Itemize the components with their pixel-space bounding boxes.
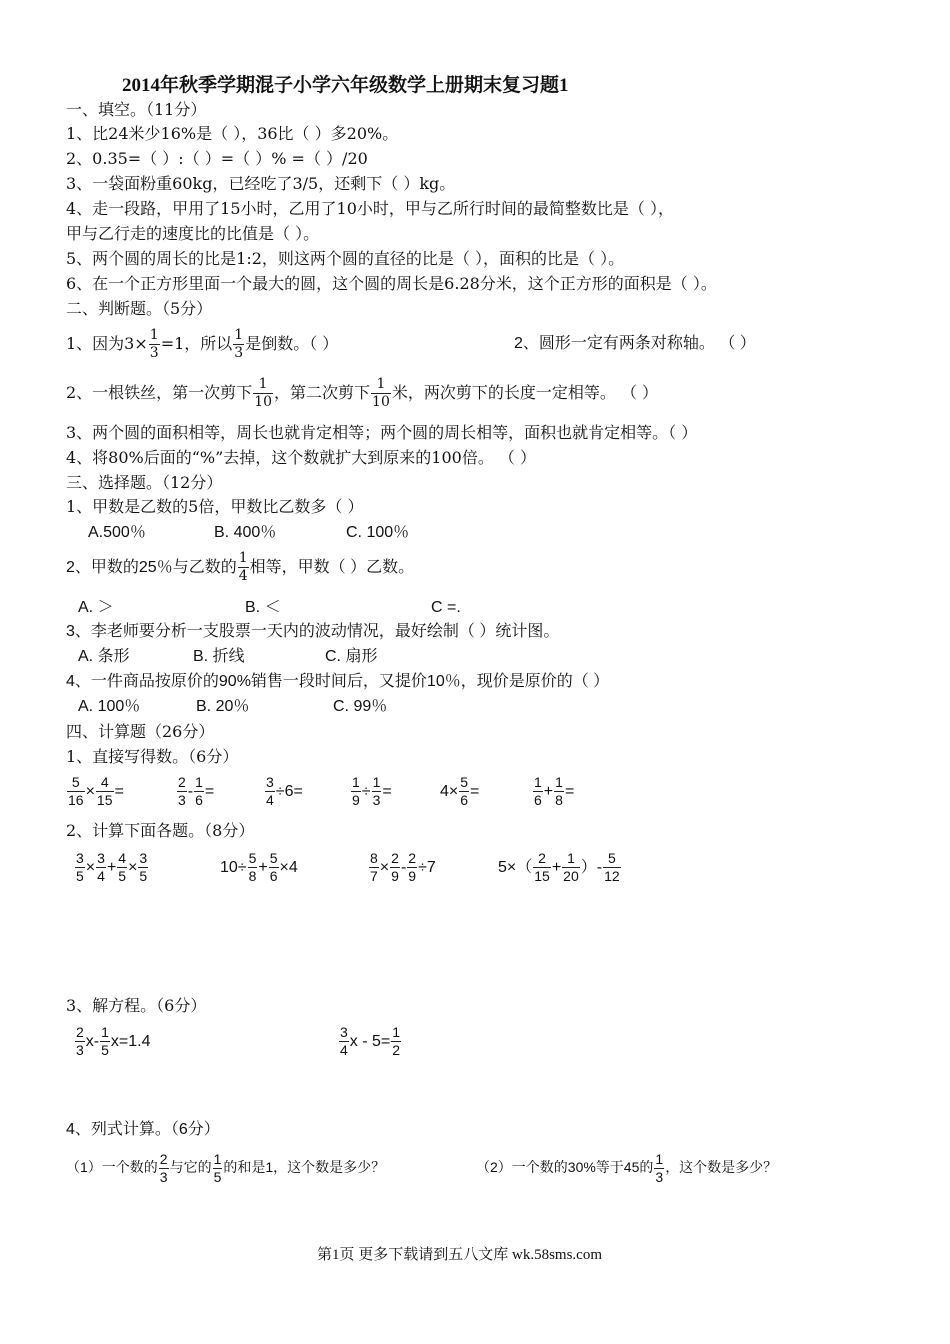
fraction: $\frac{2}{9}$ — [391, 850, 399, 885]
word-problem-1: （1）一个数的 $\frac{2}{3}$ 与它的 $\frac{1}{5}$ 的和是1，这个数是多少？ — [66, 1150, 386, 1185]
fraction: $\frac{3}{5}$ — [76, 850, 84, 885]
fraction: $\frac{1}{5}$ — [101, 1024, 109, 1059]
choice-q1-opt-c: C. 100％ — [346, 524, 410, 541]
page-footer: 第1页 更多下载请到五八文库 wk.58sms.com — [317, 1247, 603, 1263]
choice-q3: 3、李老师要分析一支股票一天内的波动情况，最好绘制（ ）统计图。 — [66, 623, 560, 640]
fraction: $\frac{1}{20}$ — [563, 850, 579, 885]
choice-q2-text-b: 相等，甲数（ ）乙数。 — [249, 559, 415, 576]
choice-q2-text-a: 2、甲数的25％与乙数的 — [66, 559, 237, 576]
section-2-header: 二、判断题。（5分） — [66, 299, 213, 318]
calc-compound-4: 5×（ $\frac{2}{15}$ + $\frac{1}{20}$ ）- $\frac{5}{12}$ — [498, 850, 620, 885]
judge-q2-text-a: 2、一根铁丝，第一次剪下 — [66, 383, 253, 402]
fraction: $\frac{4}{15}$ — [96, 774, 113, 809]
fraction: $\frac{1}{4}$ — [238, 550, 248, 585]
judge-q2-text-c: 米，两次剪下的长度一定相等。 （ ） — [391, 383, 659, 402]
fraction: $\frac{1}{10}$ — [372, 376, 390, 410]
choice-q2-opt-a: A. ＞ — [78, 599, 114, 616]
fraction: $\frac{1}{3}$ — [372, 774, 381, 809]
judge-q1-text-c: 是倒数。（ ） — [245, 334, 339, 353]
fraction: $\frac{5}{16}$ — [68, 774, 84, 809]
fraction: $\frac{1}{2}$ — [392, 1024, 401, 1059]
choice-q4-opt-a: A. 100％ — [78, 698, 141, 715]
calc-compound-1: $\frac{3}{5}$ × $\frac{3}{4}$ + $\frac{4}{5}$ × $\frac{3}{5}$ — [76, 850, 148, 885]
calc-expr-2: $\frac{2}{3}$ - $\frac{1}{6}$ = — [178, 774, 215, 809]
calc-part-4: 4、列式计算。（6分） — [66, 1121, 220, 1138]
fraction: $\frac{1}{6}$ — [195, 774, 203, 809]
fraction: $\frac{2}{3}$ — [76, 1024, 84, 1059]
fraction: $\frac{1}{9}$ — [352, 774, 360, 809]
calc-part-3: 3、解方程。（6分） — [66, 996, 207, 1015]
choice-q4-opt-b: B. 20％ — [196, 698, 250, 715]
choice-q1-opt-a: A.500％ — [88, 524, 146, 541]
choice-q4: 4、一件商品按原价的90%销售一段时间后，又提价10％，现价是原价的（ ） — [66, 673, 610, 690]
fill-q2: 2、0.35=（ ）:（ ）=（ ）% =（ ）/20 — [66, 149, 368, 168]
choice-q3-opt-a: A. 条形 — [78, 648, 130, 665]
choice-q1: 1、甲数是乙数的5倍，甲数比乙数多（ ） — [66, 497, 364, 516]
page-title: 2014年秋季学期混子小学六年级数学上册期末复习题1 — [122, 75, 569, 96]
fill-q4b: 甲与乙行走的速度比的比值是（ ）。 — [66, 224, 320, 243]
fraction: $\frac{5}{6}$ — [269, 850, 278, 885]
fraction: $\frac{4}{5}$ — [118, 850, 127, 885]
fraction: $\frac{1}{6}$ — [534, 774, 542, 809]
calc-expr-4: $\frac{1}{9}$ ÷ $\frac{1}{3}$ = — [352, 774, 392, 809]
judge-q4: 4、将80%后面的“%”去掉，这个数就扩大到原来的100倍。 （ ） — [66, 448, 537, 467]
fill-q4a: 4、走一段路，甲用了15小时，乙用了10小时，甲与乙所行时间的最简整数比是（ ）， — [66, 199, 674, 218]
judge-q1-text-b: =1，所以 — [160, 334, 233, 353]
fraction: $\frac{1}{3}$ — [234, 327, 244, 361]
judge-q3: 3、两个圆的面积相等，周长也就肯定相等；两个圆的周长相等，面积也就肯定相等。（ ） — [66, 423, 698, 442]
section-1-header: 一、填空。（11分） — [66, 100, 207, 119]
choice-q4-opt-c: C. 99％ — [333, 698, 388, 715]
calc-compound-3: $\frac{8}{7}$ × $\frac{2}{9}$ - $\frac{2}{9}$ ÷7 — [370, 850, 436, 885]
judge-q2 — [66, 375, 658, 411]
judge-q1-text-a: 1、因为3× — [66, 334, 148, 353]
fill-q3: 3、一袋面粉重60kg，已经吃了3/5，还剩下（ ）kg。 — [66, 174, 456, 193]
fraction: $\frac{1}{10}$ — [254, 376, 273, 410]
calc-expr-3: $\frac{3}{4}$ ÷6= — [266, 774, 303, 809]
fraction: $\frac{2}{9}$ — [408, 850, 417, 885]
equation-2: $\frac{3}{4}$ x - 5= $\frac{1}{2}$ — [340, 1024, 401, 1059]
equation-1: $\frac{2}{3}$ x- $\frac{1}{5}$ x=1.4 — [76, 1024, 151, 1059]
word-problem-2: （2）一个数的30%等于45的 $\frac{1}{3}$ ，这个数是多少？ — [476, 1150, 778, 1185]
section-4-header: 四、计算题（26分） — [66, 722, 215, 741]
fraction: $\frac{5}{6}$ — [460, 774, 469, 809]
judge-q1 — [66, 326, 338, 362]
fraction: $\frac{1}{3}$ — [655, 1150, 664, 1185]
choice-q3-opt-b: B. 折线 — [193, 648, 245, 665]
section-3-header: 三、选择题。（12分） — [66, 473, 223, 492]
judge-q2-text-b: ，第二次剪下 — [274, 383, 371, 402]
choice-q1-opt-b: B. 400％ — [214, 524, 277, 541]
choice-q2-opt-b: B. ＜ — [245, 599, 281, 616]
judge-q2-circle: 2、圆形一定有两条对称轴。 （ ） — [514, 335, 756, 352]
choice-q2-opt-c: C =. — [431, 599, 461, 616]
calc-expr-1: $\frac{5}{16}$ × $\frac{4}{15}$ = — [68, 774, 124, 809]
fraction: $\frac{2}{15}$ — [534, 850, 550, 885]
fraction: $\frac{8}{7}$ — [370, 850, 378, 885]
fraction: $\frac{5}{12}$ — [604, 850, 620, 885]
fraction: $\frac{3}{4}$ — [340, 1024, 348, 1059]
fraction: $\frac{1}{8}$ — [555, 774, 563, 809]
calc-expr-6: $\frac{1}{6}$ + $\frac{1}{8}$ = — [534, 774, 575, 809]
fraction: $\frac{2}{3}$ — [178, 774, 186, 809]
calc-compound-2: 10÷ $\frac{5}{8}$ + $\frac{5}{6}$ ×4 — [220, 850, 298, 885]
calc-expr-5: 4× $\frac{5}{6}$ = — [440, 774, 480, 809]
fraction: $\frac{1}{5}$ — [213, 1150, 222, 1185]
fraction: $\frac{2}{3}$ — [159, 1150, 168, 1185]
fill-q5: 5、两个圆的周长的比是1:2，则这两个圆的直径的比是（ ），面积的比是（ ）。 — [66, 249, 625, 268]
calc-part-2: 2、计算下面各题。（8分） — [66, 821, 255, 840]
fraction: $\frac{1}{3}$ — [149, 327, 159, 361]
calc-part-1: 1、直接写得数。（6分） — [66, 747, 239, 766]
fraction: $\frac{3}{4}$ — [97, 850, 105, 885]
fill-q6: 6、在一个正方形里面一个最大的圆，这个圆的周长是6.28分米，这个正方形的面积是（ ）。 — [66, 274, 717, 293]
choice-q3-opt-c: C. 扇形 — [325, 648, 378, 665]
choice-q2 — [66, 550, 414, 586]
fraction: $\frac{5}{8}$ — [248, 850, 257, 885]
fraction: $\frac{3}{5}$ — [139, 850, 148, 885]
fraction: $\frac{3}{4}$ — [266, 774, 274, 809]
fill-q1: 1、比24米少16%是（ ），36比（ ）多20%。 — [66, 124, 399, 143]
